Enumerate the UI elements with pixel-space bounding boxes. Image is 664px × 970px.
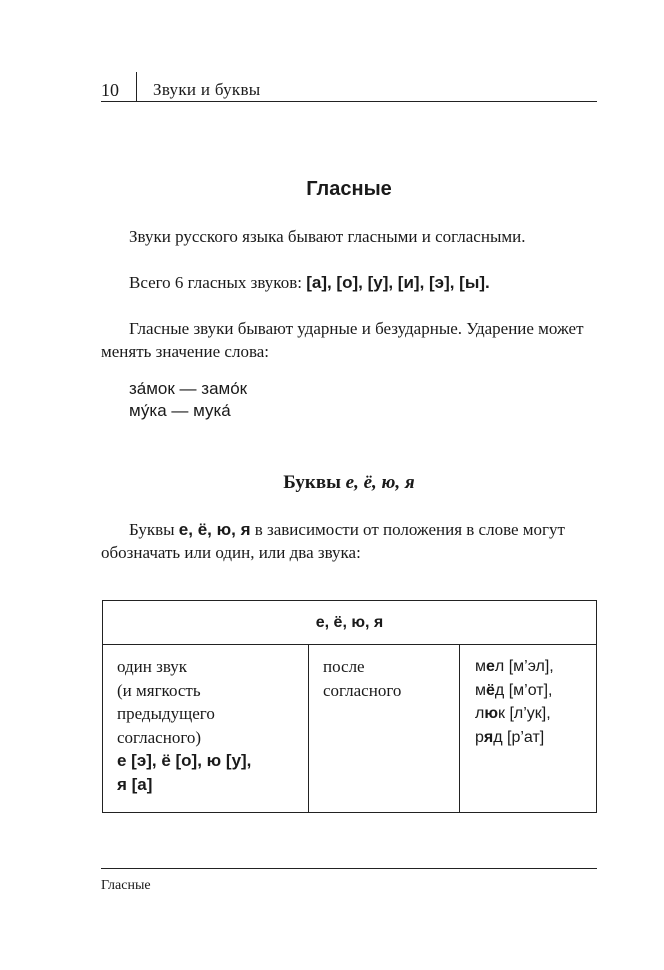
example-word: ряд [р’ат] (475, 728, 545, 746)
letters-para-part1: Буквы (129, 520, 175, 539)
letters-title-letters: е, ё, ю, я (345, 472, 415, 493)
paragraph-intro: Звуки русского языка бывают гласными и согласными. (129, 227, 526, 246)
paragraph-stress: Гласные звуки бывают ударные и безударные. Ударение может менять значение слова: (101, 319, 584, 361)
section-title-vowels: Гласные (306, 178, 392, 200)
table-divider-1 (308, 645, 309, 813)
example-word: мёд [м’от], (475, 681, 553, 699)
cell-sounds-line: е [э], ё [о], ю [у], (117, 751, 252, 770)
cell-line: согласного (323, 680, 402, 700)
table-cell-examples (475, 655, 595, 749)
vowel-count-text: Всего 6 гласных звуков: (129, 273, 302, 292)
paragraph-letters (101, 519, 597, 564)
cell-line: после (323, 657, 365, 676)
header-bar (101, 78, 597, 102)
example-muka: му́ка — мука́ (129, 401, 231, 420)
example-word: мел [м’эл], (475, 658, 554, 675)
cell-line: один звук (117, 657, 188, 676)
table-cell-after-consonant (323, 655, 463, 702)
letters-title-prefix: Буквы (283, 472, 341, 493)
letters-para-letters: е, ё, ю, я (178, 520, 251, 539)
header-rule (101, 101, 597, 102)
cell-line: (и мягкость (117, 680, 201, 700)
table-cell-one-sound (117, 655, 307, 796)
page-number: 10 (101, 80, 119, 100)
running-title: Звуки и буквы (153, 80, 261, 99)
paragraph-vowel-count (101, 272, 597, 295)
cell-sounds-line: я [а] (117, 774, 153, 794)
section-title-letters (101, 470, 597, 496)
footer-rule (101, 868, 597, 869)
letters-table (102, 600, 597, 813)
cell-line: согласного) (117, 727, 202, 747)
table-header: е, ё, ю, я (103, 601, 596, 645)
cell-line: предыдущего (117, 704, 215, 723)
header-separator (136, 72, 137, 102)
example-word: люк [л’ук], (475, 705, 551, 722)
example-zamok: за́мок — замо́к (129, 379, 248, 398)
letters-para-part2: в зависимости от положения в слове могут обозначать или один, или два звука: (101, 520, 565, 562)
vowel-sounds: [а], [о], [у], [и], [э], [ы]. (306, 273, 490, 292)
footer-label: Гласные (101, 878, 151, 893)
